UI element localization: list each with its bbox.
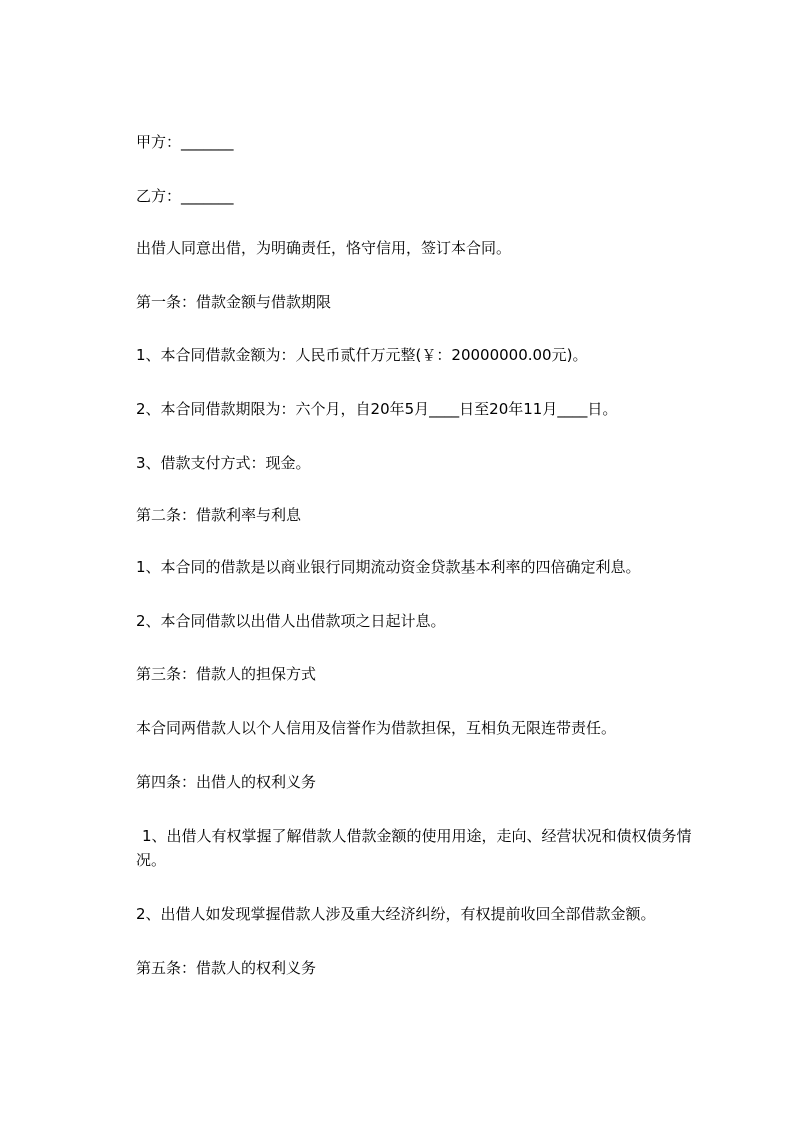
article-1-item-2: 2、本合同借款期限为：六个月，自20年5月____日至20年11月____日。 (136, 400, 618, 418)
article-4-item-2: 2、出借人如发现掌握借款人涉及重大经济纠纷，有权提前收回全部借款金额。 (136, 905, 656, 923)
article-1-item-1: 1、本合同借款金额为：人民币贰仟万元整(￥：20000000.00元)。 (136, 346, 588, 364)
party-a-line: 甲方：_______ (136, 133, 234, 151)
preamble: 出借人同意出借，为明确责任，恪守信用，签订本合同。 (136, 239, 512, 257)
article-3-title: 第三条：借款人的担保方式 (136, 665, 317, 683)
article-1-title: 第一条：借款金额与借款期限 (136, 293, 332, 311)
article-2-item-2: 2、本合同借款以出借人出借款项之日起计息。 (136, 612, 446, 630)
article-4-title: 第四条：出借人的权利义务 (136, 773, 317, 791)
article-2-title: 第二条：借款利率与利息 (136, 506, 302, 524)
article-4-item-1: 1、出借人有权掌握了解借款人借款金额的使用用途，走向、经营状况和债权债务情况。 (136, 827, 692, 869)
article-5-title: 第五条：借款人的权利义务 (136, 959, 317, 977)
party-b-line: 乙方：_______ (136, 187, 234, 205)
article-3-text: 本合同两借款人以个人信用及信誉作为借款担保，互相负无限连带责任。 (136, 719, 617, 737)
article-1-item-3: 3、借款支付方式：现金。 (136, 454, 311, 472)
article-2-item-1: 1、本合同的借款是以商业银行同期流动资金贷款基本利率的四倍确定利息。 (136, 558, 641, 576)
